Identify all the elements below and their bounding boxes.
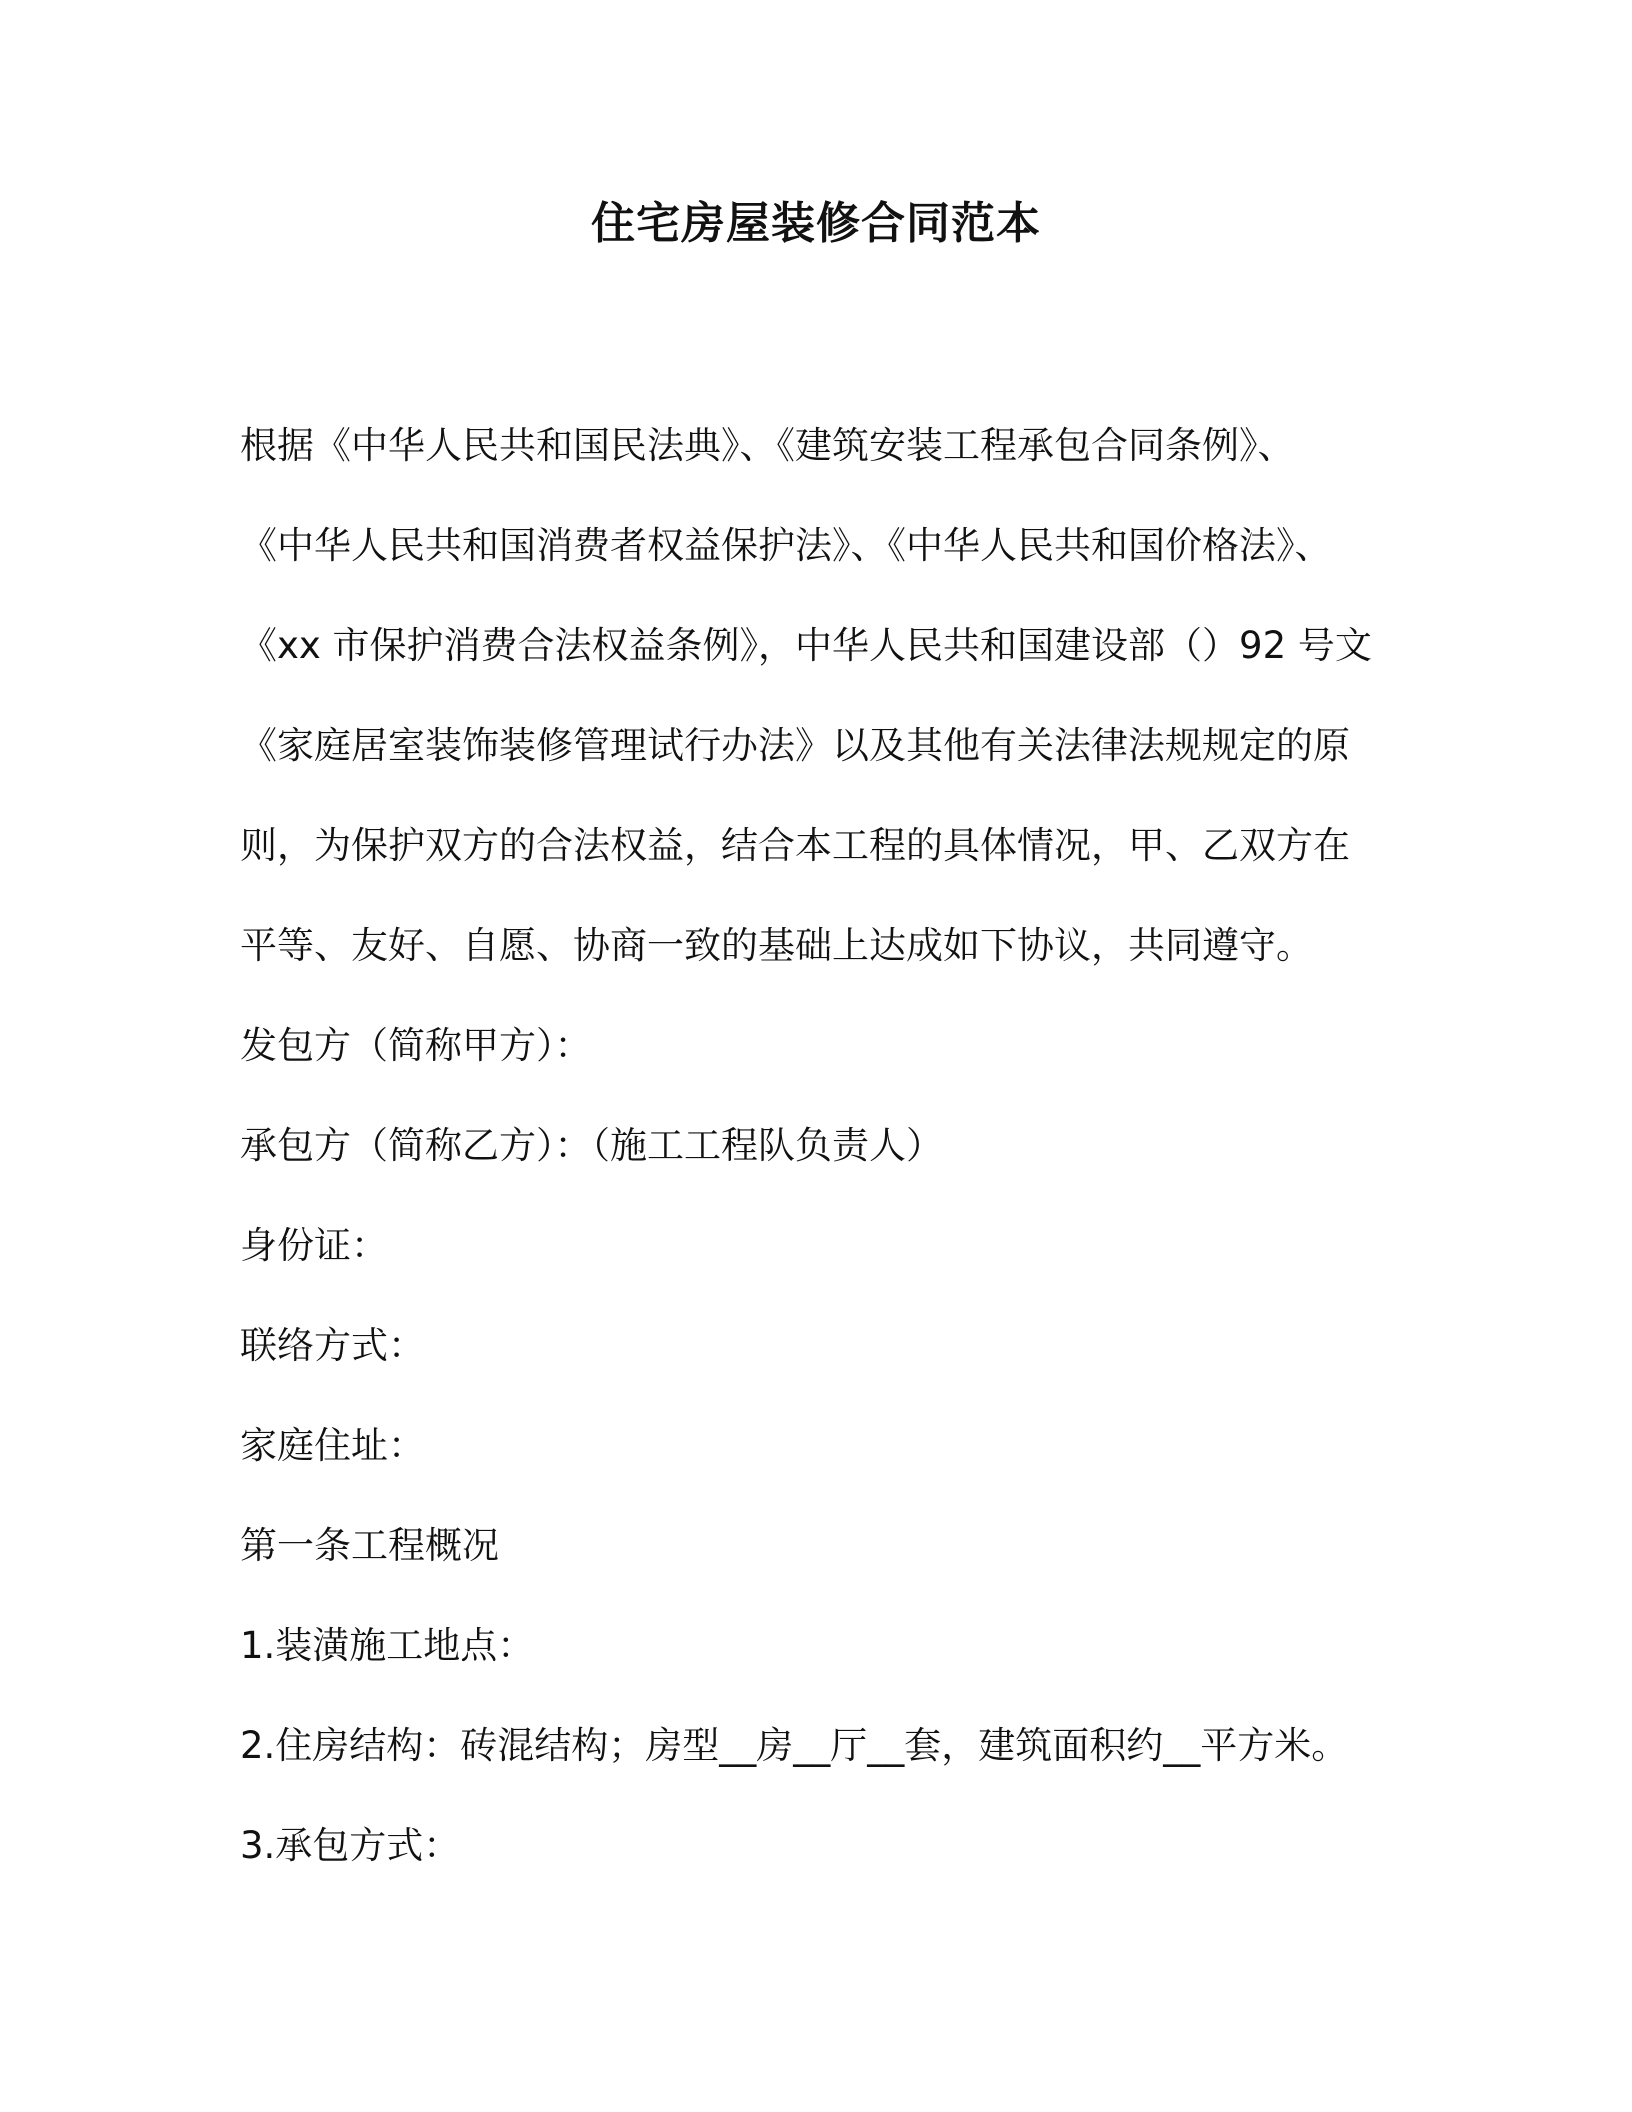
intro-line-2: 《中华人民共和国消费者权益保护法》、《中华人民共和国价格法》、 [240,524,1332,567]
address-field: 家庭住址： [240,1424,425,1467]
intro-line-5: 则，为保护双方的合法权益，结合本工程的具体情况，甲、乙双方在 [240,824,1350,867]
intro-line-4: 《家庭居室装饰装修管理试行办法》以及其他有关法律法规规定的原 [240,724,1350,767]
section-1-item-1: 1.装潢施工地点： [240,1624,535,1667]
contact-field: 联络方式： [240,1324,425,1367]
id-card-field: 身份证： [240,1224,388,1267]
intro-line-6: 平等、友好、自愿、协商一致的基础上达成如下协议，共同遵守。 [240,924,1313,967]
section-1-heading: 第一条工程概况 [240,1524,499,1567]
section-1-item-2: 2.住房结构：砖混结构；房型__房__厅__套，建筑面积约__平方米。 [240,1724,1349,1767]
party-a-field: 发包方（简称甲方）： [240,1024,592,1067]
intro-line-3: 《xx 市保护消费合法权益条例》，中华人民共和国建设部（）92 号文 [240,624,1372,667]
section-1-item-3: 3.承包方式： [240,1824,461,1867]
document-title: 住宅房屋装修合同范本 [591,198,1041,249]
party-b-field: 承包方（简称乙方）：（施工工程队负责人） [240,1124,943,1167]
intro-line-1: 根据《中华人民共和国民法典》、《建筑安装工程承包合同条例》、 [240,424,1295,467]
